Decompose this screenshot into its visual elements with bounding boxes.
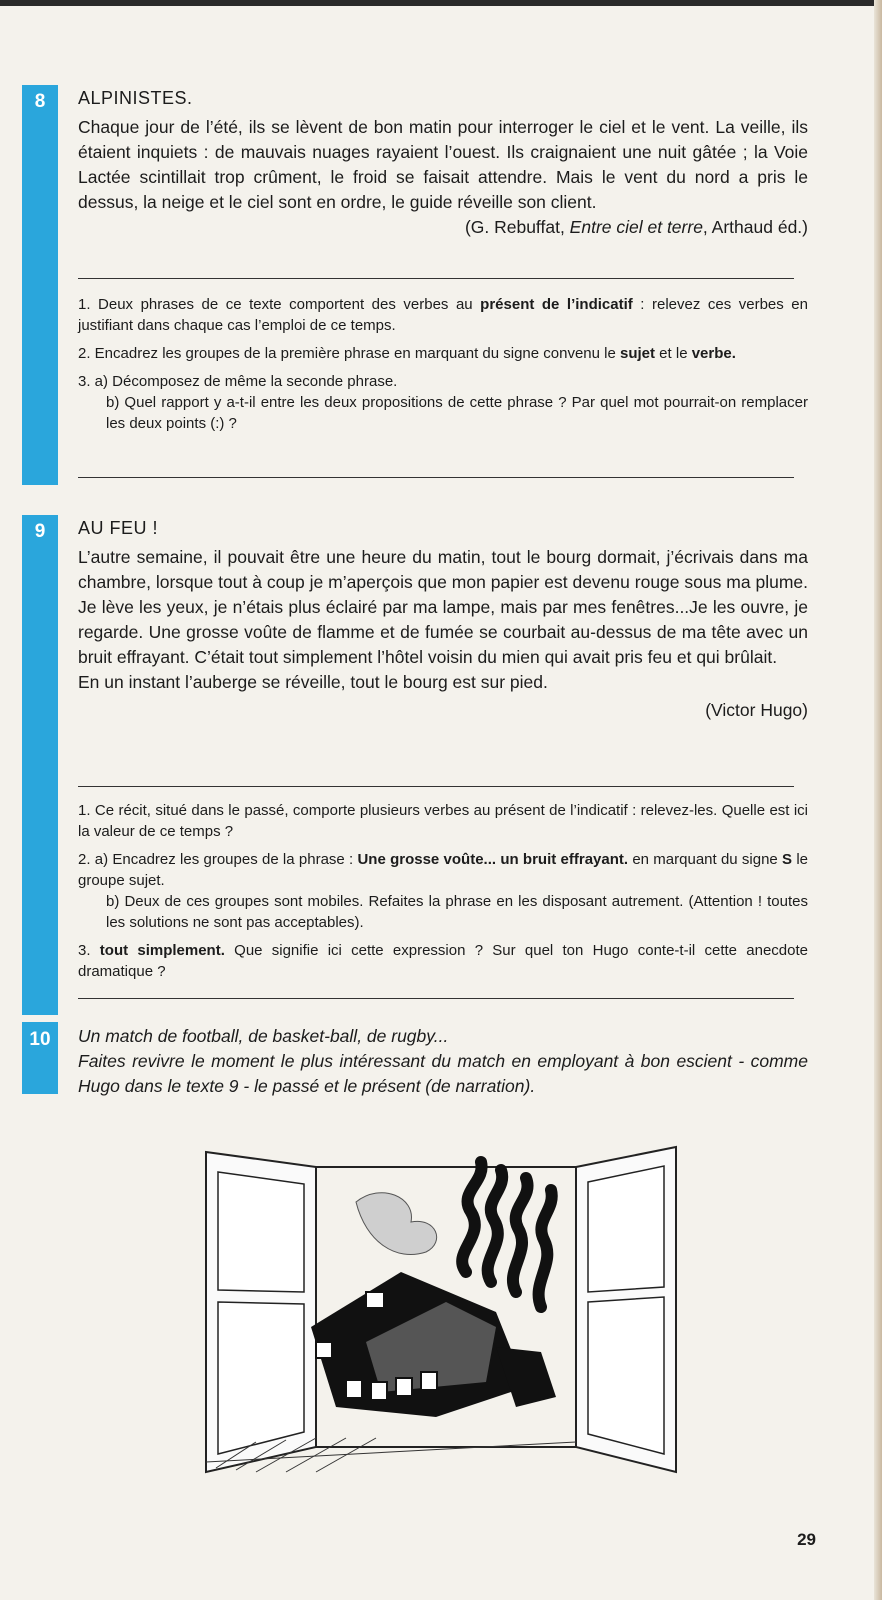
- page-number: 29: [797, 1530, 816, 1549]
- exercise-8-questions: [78, 294, 808, 434]
- exercise-9-title: AU FEU !: [78, 518, 159, 538]
- question-3: 3. tout simplement. Que signifie ici cette expression ? Sur quel ton Hugo conte-t-il cette anecdote dramatique ?: [78, 942, 808, 980]
- question-2: 2. a) Encadrez les groupes de la phrase : Une grosse voûte... un bruit effrayant. en marquant du signe S le groupe sujet. b) Deux de ces groupes sont mobiles. Refaites la phrase en les disposant autrement. (Attention ! toutes les solutions ne sont pas acceptables).: [78, 851, 809, 931]
- page-right-edge: [874, 0, 882, 1600]
- divider: [78, 477, 794, 478]
- question-3: 3. a) Décomposez de même la seconde phrase. b) Quel rapport y a-t-il entre les deux propositions de cette phrase ? Par quel mot pourrait-on remplacer les deux points (:) ?: [78, 373, 808, 432]
- exercise-9-bar: [22, 515, 58, 1015]
- question-2: 2. Encadrez les groupes de la première phrase en marquant du signe convenu le sujet et le verbe.: [78, 345, 736, 362]
- exercise-9-source: (Victor Hugo): [705, 700, 808, 720]
- divider: [78, 278, 794, 279]
- divider: [78, 786, 794, 787]
- page-top-edge: [0, 0, 882, 6]
- exercise-10-number: 10: [29, 1029, 51, 1050]
- exercise-8-source: (G. Rebuffat, Entre ciel et terre, Arthaud éd.): [464, 217, 808, 237]
- exercise-10-line-2: Faites revivre le moment le plus intéressant du match en employant à bon escient - comme Hugo dans le texte 9 - le passé et le présent (de narration).: [78, 1051, 808, 1096]
- exercise-9-number: 9: [34, 521, 46, 542]
- exercise-10-line-1: Un match de football, de basket-ball, de rugby...: [78, 1026, 449, 1046]
- exercise-8-passage: Chaque jour de l’été, ils se lèvent de bon matin pour interroger le ciel et le vent. La veille, ils étaient inquiets : de mauvais nuages rayaient l’ouest. Ils craignaient une nuit gâtée ; la Voie Lactée scintillait trop crûment, le froid se faisait attendre. Mais le vent du nord a pris le dessus, la neige et le ciel sont en ordre, le guide réveille son client.: [78, 117, 808, 212]
- exercise-8-title: ALPINISTES.: [78, 88, 193, 108]
- question-1: 1. Deux phrases de ce texte comportent des verbes au présent de l’indicatif : relevez ces verbes en justifiant dans chaque cas l’emploi de ce temps.: [78, 296, 808, 334]
- exercise-8-text: [78, 88, 808, 240]
- divider: [78, 998, 794, 999]
- exercise-9-text: [78, 518, 808, 723]
- exercise-10-text: [78, 1024, 808, 1099]
- exercise-9-passage-end: En un instant l’auberge se réveille, tout le bourg est sur pied.: [78, 672, 548, 692]
- exercise-8-bar: [22, 85, 58, 485]
- smoke: [462, 1162, 552, 1307]
- burning-house-illustration: [196, 1142, 696, 1482]
- exercise-9-questions: [78, 800, 808, 982]
- exercise-9-passage: L’autre semaine, il pouvait être une heure du matin, tout le bourg dormait, j’écrivais dans ma chambre, lorsque tout à coup je m’aperçois que mon papier est devenu rouge sous ma plume. Je lève les yeux, je n’étais plus éclairé par ma lampe, mais par mes fenêtres...Je les ouvre, je regarde. Une grosse voûte de flamme et de fumée se courbait au-dessus de ma tête avec un bruit effrayant. C’était tout simplement l’hôtel voisin du mien qui avait pris feu et qui brûlait.: [78, 547, 808, 667]
- exercise-8-number: 8: [34, 91, 46, 112]
- question-1: 1. Ce récit, situé dans le passé, comporte plusieurs verbes au présent de l’indicatif : relevez-les. Quelle est ici la valeur de ce temps ?: [78, 802, 808, 840]
